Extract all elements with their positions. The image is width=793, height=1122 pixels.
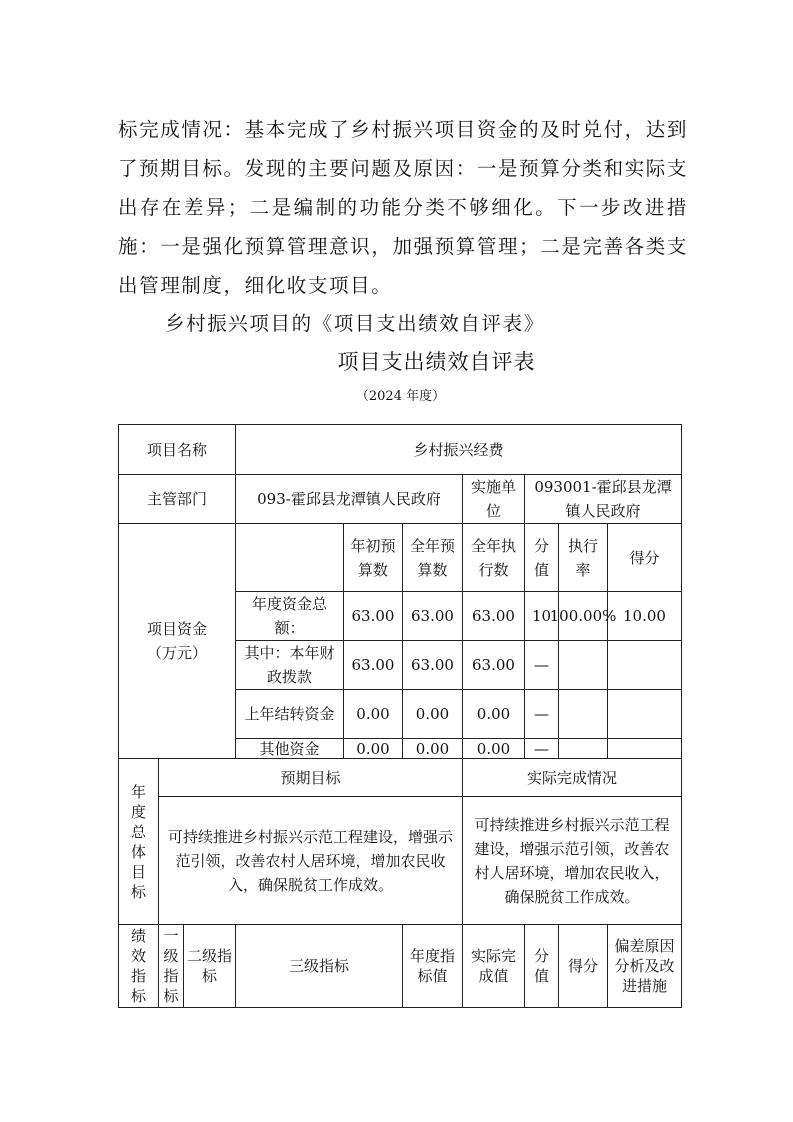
- funds-executed-text: 0.00: [476, 739, 511, 758]
- unit-value-text: 093001-霍邱县龙潭镇人民政府: [534, 478, 672, 520]
- unit-label: [462, 474, 525, 524]
- perf-header: [158, 924, 184, 1008]
- funds-row-label-text: 上年结转资金: [244, 705, 335, 723]
- funds-row-label-text: 年度资金总额：: [251, 595, 327, 637]
- funds-initial: [343, 738, 403, 759]
- funds-header: [343, 523, 403, 592]
- funds-score-text: 10.00: [623, 607, 666, 625]
- funds-score_value: [524, 640, 559, 690]
- header-blank: [235, 523, 344, 592]
- unit-label-text: 实施单位: [470, 478, 516, 520]
- funds-annual-text: 0.00: [415, 705, 450, 723]
- funds-initial: [343, 689, 403, 739]
- perf-header: [235, 924, 403, 1008]
- funds-annual: [402, 738, 463, 759]
- funds-label: [118, 523, 236, 759]
- funds-row-label: [235, 591, 344, 641]
- goal-label-text: 年度总体目标: [130, 782, 146, 901]
- expected-label-text: 预期目标: [280, 768, 341, 787]
- funds-row-label: [235, 640, 344, 690]
- funds-annual-text: 0.00: [415, 739, 450, 758]
- perf-header-text: 得分: [567, 957, 598, 975]
- funds-annual-text: 63.00: [411, 607, 454, 625]
- dept-label-text: 主管部门: [146, 490, 207, 508]
- funds-annual: [402, 640, 463, 690]
- funds-header: [524, 523, 559, 592]
- funds-executed-text: 63.00: [472, 656, 515, 674]
- funds-initial-text: 0.00: [356, 739, 390, 758]
- funds-rate-text: 100.00%: [549, 607, 617, 625]
- actual-label-text: 实际完成情况: [526, 768, 617, 787]
- project-name-value-text: 乡村振兴经费: [413, 440, 504, 459]
- perf-header-text: 实际完成值: [470, 947, 516, 985]
- perf-header-text: 分值: [533, 947, 549, 985]
- funds-header-text: 全年预算数: [409, 536, 455, 579]
- funds-initial: [343, 640, 403, 690]
- perf-header: [558, 924, 608, 1008]
- perf-header: [607, 924, 682, 1008]
- funds-header-text: 年初预算数: [350, 536, 396, 579]
- funds-executed: [462, 689, 525, 739]
- project-name-value: [235, 424, 682, 475]
- perf-header-text: 二级指标: [187, 947, 233, 985]
- dept-value: [235, 474, 463, 524]
- body-paragraph: [118, 110, 688, 305]
- project-name-label-text: 项目名称: [146, 440, 207, 459]
- funds-header-text: 得分: [629, 548, 660, 567]
- funds-score_value-text: —: [534, 656, 549, 674]
- funds-initial: [343, 591, 403, 641]
- funds-score_value-text: 10: [531, 607, 552, 625]
- dept-value-text: 093-霍邱县龙潭镇人民政府: [257, 490, 441, 508]
- perf-header: [183, 924, 236, 1008]
- funds-score_value: [524, 689, 559, 739]
- funds-header-text: 全年执行数: [470, 536, 516, 579]
- funds-annual: [402, 591, 463, 641]
- funds-score: [607, 591, 682, 641]
- perf-header-text: 三级指标: [288, 957, 349, 975]
- actual-text: [462, 796, 682, 925]
- funds-header: [607, 523, 682, 592]
- actual-label: [462, 758, 682, 797]
- funds-header: [558, 523, 608, 592]
- year-label: （2024 年度）: [355, 389, 446, 404]
- funds-score_value: [524, 738, 559, 759]
- funds-rate: [558, 640, 608, 690]
- funds-label-text: 项目资金（万元）: [146, 620, 207, 662]
- funds-rate: [549, 591, 617, 641]
- funds-executed-text: 0.00: [476, 705, 511, 723]
- funds-header: [402, 523, 463, 592]
- funds-header-text: 执行率: [567, 536, 598, 579]
- funds-header-text: 分值: [533, 536, 549, 579]
- perf-label-text: 绩效指标: [130, 927, 146, 1005]
- funds-score: [607, 640, 682, 690]
- subheading: 乡村振兴项目的《项目支出绩效自评表》: [165, 312, 545, 335]
- project-name-label: [118, 424, 236, 475]
- funds-executed: [462, 591, 525, 641]
- unit-value: [524, 474, 682, 524]
- perf-header: [462, 924, 525, 1008]
- actual-text-text: 可持续推进乡村振兴示范工程建设，增强示范引领，改善农村人居环境，增加农民收入，确保脱贫工作成效。: [474, 815, 670, 906]
- perf-label: [118, 924, 159, 1008]
- funds-score: [607, 738, 682, 759]
- dept-label: [118, 474, 236, 524]
- funds-score_value-text: —: [534, 739, 549, 758]
- funds-initial-text: 0.00: [356, 705, 390, 723]
- funds-row-label: [235, 689, 344, 739]
- expected-text-text: 可持续推进乡村振兴示范工程建设，增强示范引领，改善农村人居环境，增加农民收入，确保脱贫工作成效。: [167, 827, 453, 894]
- funds-score_value-text: —: [534, 705, 549, 723]
- funds-score: [607, 689, 682, 739]
- funds-rate: [558, 689, 608, 739]
- funds-initial-text: 63.00: [351, 656, 395, 674]
- funds-row-label-text: 其中：本年财政拨款: [244, 644, 335, 686]
- funds-rate: [558, 738, 608, 759]
- paragraph-text: 标完成情况：基本完成了乡村振兴项目资金的及时兑付，达到了预期目标。发现的主要问题及原因：一是预算分类和实际支出存在差异；二是编制的功能分类不够细化。下一步改进措施：一是强化预算管理意识，加强预算管理；二是完善各类支出管理制度，细化收支项目。: [118, 118, 688, 297]
- expected-label: [158, 758, 463, 797]
- funds-row-label-text: 其他资金: [259, 739, 320, 758]
- perf-header: [402, 924, 463, 1008]
- funds-initial-text: 63.00: [351, 607, 395, 625]
- perf-header-text: 一级指标: [163, 927, 179, 1005]
- table-title: 项目支出绩效自评表: [337, 350, 536, 374]
- funds-row-label: [235, 738, 344, 759]
- funds-header: [462, 523, 525, 592]
- funds-executed: [462, 738, 525, 759]
- funds-executed: [462, 640, 525, 690]
- perf-header-text: 年度指标值: [409, 947, 455, 985]
- perf-header: [524, 924, 559, 1008]
- funds-annual-text: 63.00: [411, 656, 454, 674]
- expected-text: [158, 796, 463, 925]
- goal-label: [118, 758, 159, 925]
- funds-annual: [402, 689, 463, 739]
- funds-executed-text: 63.00: [472, 607, 515, 625]
- perf-header-text: 偏差原因分析及改进措施: [614, 937, 675, 995]
